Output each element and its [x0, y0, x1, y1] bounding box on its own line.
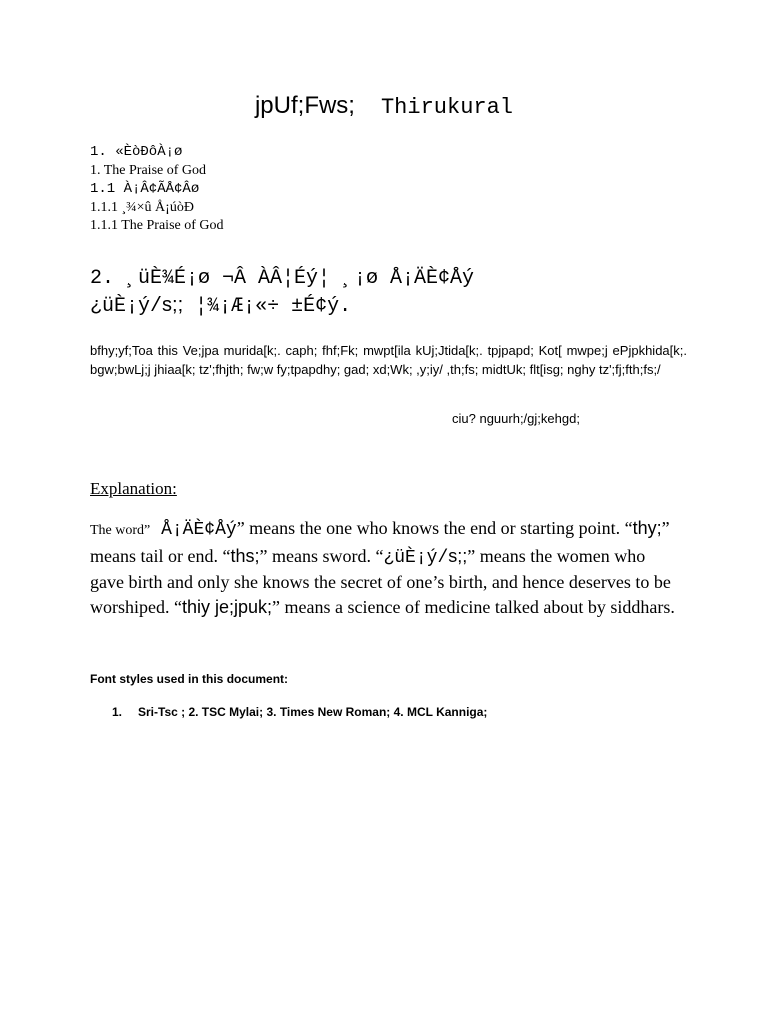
body-paragraph: bfhy;yf;Toa this Ve;jpa murida[k;. caph; fhf;Fk; mwpt[ila kUj;Jtida[k;. tpjpapd; Kot[ mwpe;j ePjpkhida[k;. bgw;bwLj;j jhiaa[k; tz';fhjth; fw;w fy;tpapdhy; gad; xd;Wk; ,y;iy/ ,th;fs; midtUk; flt[isg; nghy tz';fj;fth;fs;/	[90, 343, 687, 377]
table-of-contents	[90, 143, 224, 236]
explanation-text: ” means the one who knows the end or starting point. “	[236, 518, 633, 538]
fonts-heading: Font styles used in this document:	[90, 672, 289, 686]
explanation-text: ” means a science of medicine talked about by siddhars.	[272, 596, 675, 617]
toc-line: 1.1.1 The Praise of God	[90, 218, 224, 233]
explanation-text: ” means sword. “	[259, 545, 384, 566]
verse-line	[90, 292, 474, 320]
explanation-term: thy;	[632, 518, 662, 538]
title-tamil: jpUf;Fws;	[254, 92, 355, 119]
page-title	[0, 92, 768, 120]
explanation-heading: Explanation:	[90, 479, 177, 498]
title-english: Thirukural	[380, 95, 514, 120]
explanation-term: ¿üÈ¡ý/	[383, 547, 449, 568]
fonts-list-item	[112, 705, 487, 719]
toc-line: 1.1 À¡Â¢ÃÅ¢Âø	[90, 181, 200, 197]
verse-line: 2. ¸üÈ¾É¡ø ¬Â ÀÂ¦Éý¦ ¸¡ø Å¡ÄÈ¢Åý	[90, 267, 475, 290]
explanation-term: thiy je;jpuk;	[181, 596, 273, 617]
verse-fragment: ¿üÈ¡ý/	[90, 295, 163, 318]
toc-line: 1.1.1 ¸¾×û Å¡úòÐ	[90, 199, 194, 215]
verse-fragment: ¦¾¡Æ¡«÷ ±É¢ý.	[183, 295, 352, 318]
explanation-body	[90, 516, 680, 619]
list-number: 1.	[112, 705, 123, 719]
commentary-attribution: ciu? nguurh;/gj;kehgd;	[452, 411, 580, 426]
toc-line: 1. The Praise of God	[90, 162, 206, 178]
explanation-term: ths;	[230, 545, 260, 566]
explanation-text: ” means tail or end. “	[90, 518, 670, 566]
explanation-text: The word”	[90, 523, 151, 538]
toc-line: 1. «ÈòÐôÀ¡ø	[90, 144, 183, 160]
explanation-term: Å¡ÄÈ¢Åý	[150, 520, 237, 540]
verse-fragment: s;;	[162, 294, 184, 316]
explanation-term: s;;	[448, 545, 468, 566]
fonts-list-text: Sri-Tsc ; 2. TSC Mylai; 3. Times New Roman; 4. MCL Kanniga;	[138, 705, 488, 719]
verse-heading	[90, 266, 474, 320]
explanation-text: ” means the women who gave birth and only she knows the secret of one’s birth, and hence deserves to be worshiped. “	[90, 545, 671, 617]
